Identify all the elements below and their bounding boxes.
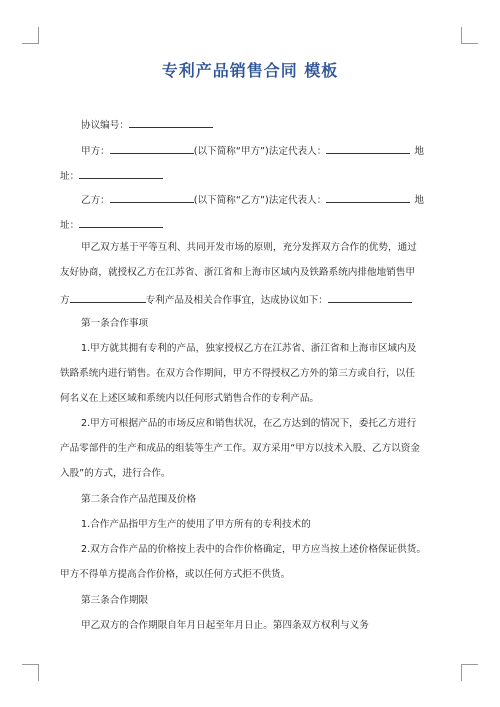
preamble-line-3-end: 专利产品及相关合作事宜，达成协议如下： (145, 295, 328, 306)
party-b-label: 乙方： (81, 195, 110, 206)
article-1-item-1-line-3: 何名义在上述区域和系统内以任何形式销售合作的专利产品。 (60, 393, 320, 404)
party-a-address-line (60, 168, 163, 183)
article-1-heading: 第一条合作事项 (81, 318, 149, 329)
agreement-number-blank (129, 117, 213, 128)
agreement-blank (328, 292, 412, 303)
product-name-blank (70, 292, 146, 303)
party-b-representative-blank (326, 192, 410, 203)
party-b-alias-text: (以下简称“乙方”)法定代表人： (193, 195, 327, 206)
article-3-heading: 第三条合作期限 (81, 595, 149, 606)
preamble-line-2: 友好协商，就授权乙方在江苏省、浙江省和上海市区域内及铁路系统内排他地销售甲 (60, 267, 415, 278)
article-2-heading: 第二条合作产品范围及价格 (81, 494, 197, 505)
party-b-line (81, 192, 424, 207)
preamble-line-1: 甲乙双方基于平等互利、共同开发市场的原则，充分发挥双方合作的优势，通过 (81, 242, 417, 253)
party-a-address-blank (79, 168, 163, 179)
crop-mark-top-left (22, 27, 39, 44)
article-2-item-2-line-2: 甲方不得单方提高合作价格，或以任何方式拒不供货。 (60, 569, 291, 580)
crop-mark-top-right (461, 27, 478, 44)
party-b-address-line (60, 217, 163, 232)
preamble-line-3-start: 方 (60, 295, 70, 306)
party-a-label: 甲方： (81, 146, 110, 157)
agreement-number-label: 协议编号： (81, 120, 129, 131)
crop-mark-bottom-left (22, 664, 39, 681)
article-3-text: 甲乙双方的合作期限自年月日起至年月日止。第四条双方权利与义务 (81, 620, 369, 631)
crop-mark-bottom-right (461, 664, 478, 681)
party-a-line (81, 143, 424, 158)
party-b-address-blank (79, 217, 163, 228)
party-b-address-label: 址： (60, 220, 80, 231)
article-1-item-2-line-2: 产品零部件的生产和成品的组装等生产工作。双方采用“甲方以技术入股、乙方以资金 (60, 443, 420, 454)
party-b-name-blank (110, 192, 194, 203)
party-b-address-tail: 地 (414, 195, 424, 206)
agreement-number-line (81, 117, 213, 132)
article-1-item-1-line-1: 1.甲方就其拥有专利的产品，独家授权乙方在江苏省、浙江省和上海市区域内及 (81, 343, 417, 354)
document-title: 专利产品销售合同 模板 (161, 61, 339, 80)
party-a-name-blank (110, 143, 194, 154)
preamble-line-3 (60, 292, 412, 307)
article-2-item-1: 1.合作产品指甲方生产的使用了甲方所有的专利技术的 (81, 519, 311, 530)
article-1-item-2-line-3: 入股”的方式，进行合作。 (60, 468, 171, 479)
party-a-address-tail: 地 (414, 146, 424, 157)
article-1-item-1-line-2: 铁路系统内进行销售。在双方合作期间，甲方不得授权乙方外的第三方或自行，以任 (60, 368, 415, 379)
party-a-alias-text: (以下简称“甲方”)法定代表人： (193, 146, 327, 157)
article-1-item-2-line-1: 2.甲方可根据产品的市场反应和销售状况，在乙方达到的情况下，委托乙方进行 (81, 418, 417, 429)
article-2-item-2-line-1: 2.双方合作产品的价格按上表中的合作价格确定，甲方应当按上述价格保证供货。 (81, 544, 426, 555)
party-a-representative-blank (326, 143, 410, 154)
party-a-address-label: 址： (60, 171, 80, 182)
